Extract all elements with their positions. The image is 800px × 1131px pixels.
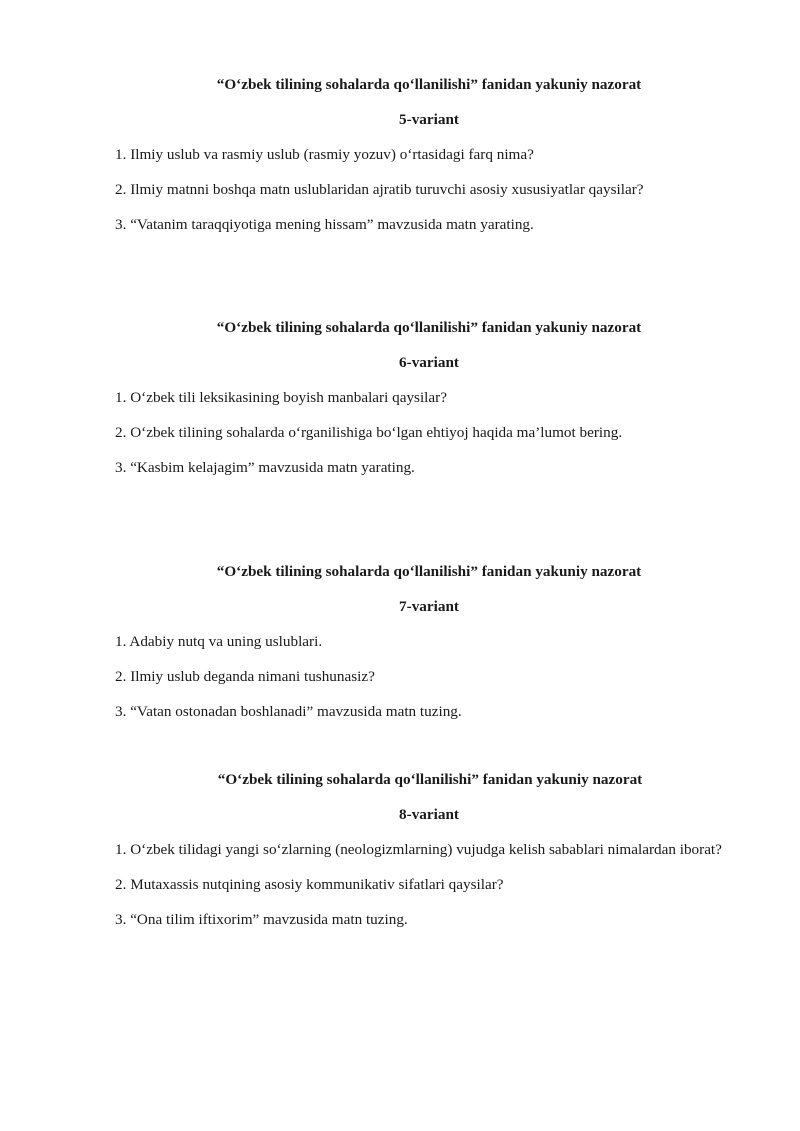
section-title: “O‘zbek tilining sohalarda qo‘llanilishi” fanidan yakuniy nazorat: [216, 319, 642, 336]
question-1: 1. Adabiy nutq va uning uslublari.: [115, 633, 323, 650]
question-2: 2. Mutaxassis nutqining asosiy kommunikativ sifatlari qaysilar?: [115, 876, 504, 893]
variant-heading: 5-variant: [399, 111, 459, 128]
exam-section-variant-8: [115, 771, 743, 929]
variant-heading: 8-variant: [399, 806, 459, 823]
exam-section-variant-6: [115, 319, 743, 477]
question-3: 3. “Vatan ostonadan boshlanadi” mavzusida matn tuzing.: [115, 703, 462, 720]
variant-heading: 7-variant: [399, 598, 459, 615]
question-3: 3. “Ona tilim iftixorim” mavzusida matn tuzing.: [115, 911, 408, 928]
section-title: “O‘zbek tilining sohalarda qo‘llanilishi” fanidan yakuniy nazorat: [216, 76, 642, 93]
exam-section-variant-5: [115, 76, 743, 234]
question-2: 2. Ilmiy uslub deganda nimani tushunasiz?: [115, 668, 375, 685]
variant-heading: 6-variant: [399, 354, 459, 371]
section-title: “O‘zbek tilining sohalarda qo‘llanilishi” fanidan yakuniy nazorat: [216, 563, 642, 580]
question-2: 2. Ilmiy matnni boshqa matn uslublaridan ajratib turuvchi asosiy xususiyatlar qaysilar?: [115, 181, 644, 198]
question-1: 1. O‘zbek tili leksikasining boyish manbalari qaysilar?: [115, 389, 447, 406]
section-title: “O‘zbek tilining sohalarda qo‘llanilishi” fanidan yakuniy nazorat: [217, 771, 643, 788]
exam-section-variant-7: [115, 563, 743, 721]
question-1: 1. Ilmiy uslub va rasmiy uslub (rasmiy yozuv) o‘rtasidagi farq nima?: [115, 146, 534, 163]
question-1: 1. O‘zbek tilidagi yangi so‘zlarning (neologizmlarning) vujudga kelish sabablari nimalardan iborat?: [115, 841, 722, 858]
question-3: 3. “Kasbim kelajagim” mavzusida matn yarating.: [115, 459, 415, 476]
question-3: 3. “Vatanim taraqqiyotiga mening hissam” mavzusida matn yarating.: [115, 216, 534, 233]
question-2: 2. O‘zbek tilining sohalarda o‘rganilishiga bo‘lgan ehtiyoj haqida ma’lumot bering.: [115, 424, 623, 441]
